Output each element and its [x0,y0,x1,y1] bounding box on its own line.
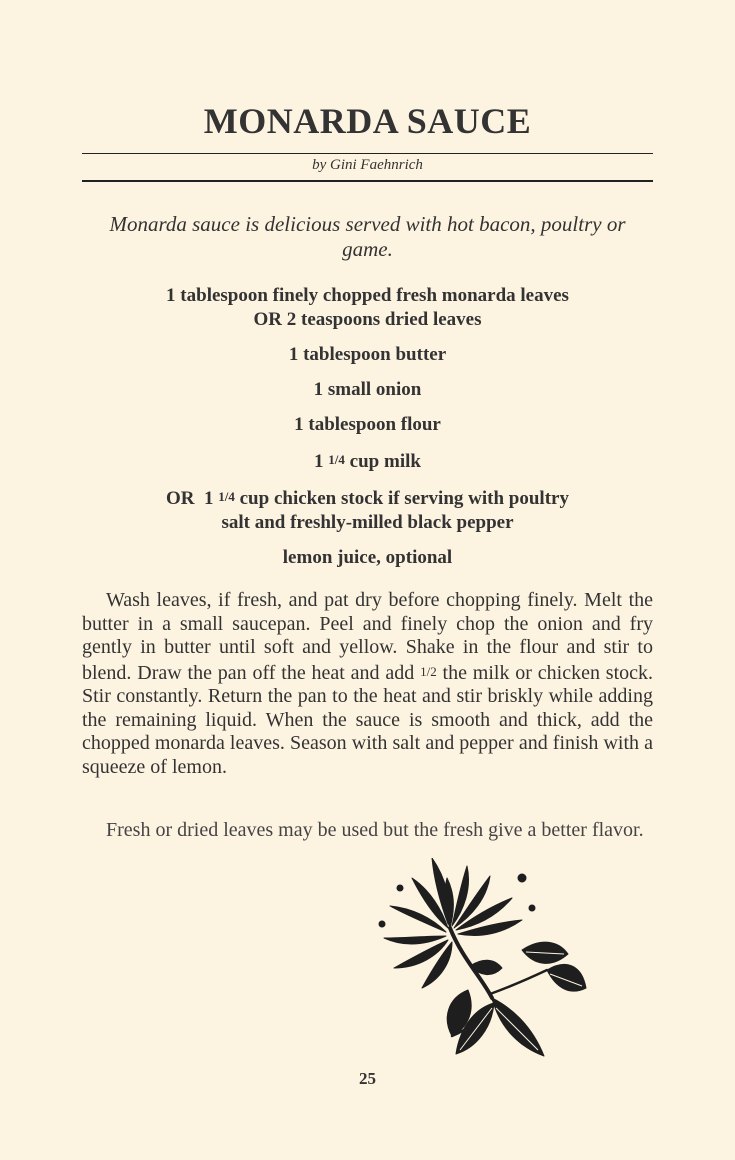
ingredient-line: OR 2 teaspoons dried leaves [253,309,482,330]
recipe-intro: Monarda sauce is delicious served with hot bacon, poultry or game. [109,212,626,261]
ingredient-line: salt and freshly-milled black pepper [221,512,514,533]
recipe-byline: by Gini Faehnrich [312,157,423,173]
page-number: 25 [359,1069,376,1088]
ingredient-quantity: OR 1 [166,488,214,509]
header-top-rule [82,153,653,154]
monarda-flower-illustration [372,858,592,1068]
ingredient-text: cup milk [349,451,421,472]
method-text-part2: the milk or chicken stock. Stir constantly. Return the pan to the heat and stir briskly while adding the remaining liquid. When the sauce is smooth and thick, add the chopped monarda leaves. Season with salt and pepper and finish with a squeeze of lemon. [82,661,654,778]
ingredient-fraction: 1/4 [328,452,345,467]
ingredient-line: 1 tablespoon finely chopped fresh monarda leaves [166,285,569,306]
header-bottom-rule [82,180,653,182]
ingredient-line: 1 small onion [313,379,422,400]
ingredient-line: 1 tablespoon butter [288,344,447,365]
ingredient-line-stock [82,485,653,511]
method-paragraph [82,589,653,779]
ingredient-line: lemon juice, optional [282,547,453,568]
ingredient-line-milk [82,448,653,474]
ingredient-text: cup chicken stock if serving with poultry [239,488,569,509]
ingredient-quantity: 1 [314,451,324,472]
method-fraction: 1/2 [420,663,437,679]
ingredient-fraction: 1/4 [218,489,235,504]
recipe-title: MONARDA SAUCE [203,101,532,141]
ingredients-list [82,284,653,570]
method-text-part1: Wash leaves, if fresh, and pat dry before chopping finely. Melt the butter in a small saucepan. Peel and finely chop the onion and fry gently in butter until soft and yellow. Shake in the flour and stir to blend. Draw the pan off the heat and add [82,589,653,684]
ingredient-line: 1 tablespoon flour [294,414,441,435]
recipe-note: Fresh or dried leaves may be used but the fresh give a better flavor. [106,819,644,841]
